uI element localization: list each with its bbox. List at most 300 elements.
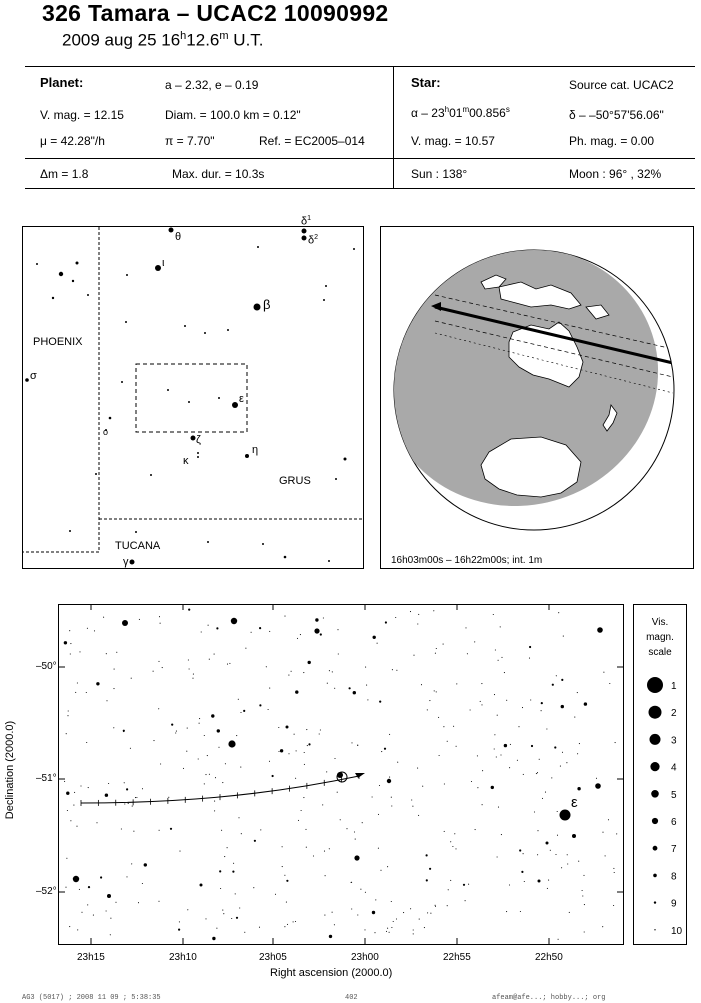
field-star <box>389 932 390 933</box>
field-star <box>170 828 172 830</box>
field-star <box>76 826 77 827</box>
field-star <box>477 755 478 756</box>
planet-vmag: V. mag. = 12.15 <box>40 108 124 122</box>
field-star <box>422 786 423 787</box>
field-star <box>454 833 455 834</box>
event-datetime: 2009 aug 25 16$^h$12.6$^m$ U.T. <box>62 30 264 50</box>
field-star <box>162 667 163 668</box>
field-star <box>239 907 240 908</box>
field-star <box>231 918 232 919</box>
field-star <box>211 714 214 717</box>
field-star <box>215 777 216 778</box>
field-star <box>435 653 436 654</box>
field-star <box>346 828 347 829</box>
field-star <box>286 880 288 882</box>
finder-stars <box>25 228 355 565</box>
field-star <box>577 753 578 754</box>
field-star <box>387 866 388 867</box>
field-star <box>128 803 129 804</box>
field-star <box>241 833 242 834</box>
field-star <box>300 634 301 635</box>
field-star <box>596 778 597 779</box>
field-star <box>73 805 74 806</box>
field-star <box>106 910 107 911</box>
field-star <box>519 849 521 851</box>
field-star <box>435 905 436 906</box>
field-star <box>232 871 234 873</box>
legend-label-4: 4 <box>671 762 677 774</box>
field-star <box>142 883 143 884</box>
field-star <box>227 664 228 665</box>
field-star <box>523 774 524 775</box>
field-star <box>608 819 609 820</box>
field-star <box>68 710 69 711</box>
field-star <box>266 666 267 667</box>
field-star <box>124 782 125 783</box>
field-star <box>96 682 99 685</box>
field-star <box>551 777 552 778</box>
bright-star <box>314 628 319 633</box>
star-dec: δ – –50°57'56.06" <box>569 108 664 122</box>
field-star <box>366 685 367 686</box>
field-star <box>106 653 107 654</box>
field-star <box>372 911 375 914</box>
field-star <box>546 728 547 729</box>
field-star <box>522 707 523 708</box>
field-star <box>130 748 131 749</box>
field-star <box>518 726 519 727</box>
field-star <box>77 929 78 930</box>
field-star <box>456 683 457 684</box>
field-star <box>212 937 215 940</box>
field-star <box>534 811 535 812</box>
field-star <box>126 788 128 790</box>
field-star <box>69 630 70 631</box>
field-star <box>498 807 499 808</box>
field-star <box>124 803 125 804</box>
field-star <box>379 701 381 703</box>
field-star <box>477 787 478 788</box>
field-star <box>113 688 114 689</box>
field-star <box>315 618 318 621</box>
constellation-tucana: TUCANA <box>115 540 161 552</box>
field-star <box>123 730 125 732</box>
field-star <box>284 875 285 876</box>
field-star <box>135 797 136 798</box>
legend-title: Vis. magn. scale <box>646 617 674 658</box>
field-star <box>403 912 404 913</box>
field-star <box>602 926 603 927</box>
field-star <box>253 887 254 888</box>
field-star <box>334 688 335 689</box>
field-star <box>209 774 210 775</box>
field-star <box>438 717 439 718</box>
star-zeta <box>191 436 196 441</box>
field-star <box>168 797 169 798</box>
bright-star <box>572 834 576 838</box>
field-star <box>222 910 223 911</box>
y-axis-label: Declination (2000.0) <box>4 720 16 820</box>
field-star <box>616 833 617 834</box>
field-star <box>326 771 327 772</box>
legend-label-8: 8 <box>671 871 677 883</box>
planet-heading: Planet: <box>40 75 84 90</box>
field-star <box>439 755 440 756</box>
field-star <box>557 811 558 812</box>
finder-chart-canvas <box>23 227 363 568</box>
field-star <box>465 900 466 901</box>
field-star <box>198 758 199 759</box>
header-bottom-rule <box>25 188 695 189</box>
field-star <box>375 899 376 900</box>
field-star <box>303 797 304 798</box>
bright-star <box>228 740 235 747</box>
field-star <box>306 729 307 730</box>
field-star <box>448 889 449 890</box>
field-star <box>561 679 563 681</box>
field-star <box>603 672 604 673</box>
field-star <box>560 766 561 767</box>
field-star <box>365 667 366 668</box>
field-star <box>377 643 378 644</box>
xtick-2255: 22h55 <box>443 952 471 963</box>
field-star <box>391 927 392 928</box>
field-star <box>584 904 585 905</box>
star-delta1 <box>302 229 307 234</box>
field-star <box>427 912 428 913</box>
field-star <box>480 701 481 702</box>
field-star <box>380 870 381 871</box>
field-star <box>313 855 314 856</box>
field-star <box>468 884 469 885</box>
field-star <box>506 700 507 701</box>
field-star <box>259 627 261 629</box>
star-theta <box>169 228 174 233</box>
field-star <box>244 932 245 933</box>
field-star <box>205 774 206 775</box>
field-star <box>322 804 323 805</box>
field-star <box>306 847 307 848</box>
field-star <box>159 616 160 617</box>
xtick-2250: 22h50 <box>535 952 563 963</box>
legend-label-10: 10 <box>671 925 683 937</box>
field-star <box>131 678 132 679</box>
field-star <box>224 856 225 857</box>
magnitude-legend <box>633 604 687 945</box>
xtick-2300: 23h00 <box>351 952 379 963</box>
field-star <box>504 672 505 673</box>
field-star <box>334 924 335 925</box>
field-star <box>351 908 352 909</box>
field-star <box>338 653 339 654</box>
field-star <box>96 822 97 823</box>
label-eta: η <box>252 444 259 456</box>
legend-label-1: 1 <box>671 681 677 692</box>
field-star <box>357 745 358 746</box>
field-star <box>436 691 437 692</box>
field-star <box>319 733 320 734</box>
field-star <box>66 858 67 859</box>
field-star <box>417 623 418 624</box>
field-star <box>304 752 305 753</box>
field-star <box>240 712 241 713</box>
field-star <box>229 663 230 664</box>
field-star <box>301 810 302 811</box>
field-star <box>452 846 453 847</box>
field-star <box>204 735 205 736</box>
field-star <box>539 759 540 760</box>
delta-magnitude: Δm = 1.8 <box>40 167 89 181</box>
bright-star <box>597 627 603 633</box>
label-beta: β <box>263 297 271 312</box>
field-star <box>529 646 531 648</box>
field-star <box>291 671 292 672</box>
field-star <box>391 805 392 806</box>
field-star <box>186 751 187 752</box>
planet-parallax: π = 7.70" <box>165 134 215 148</box>
label-kappa: κ <box>183 455 189 467</box>
field-star <box>160 763 161 764</box>
field-star <box>582 890 583 891</box>
field-star <box>351 742 352 743</box>
field-star <box>517 760 518 761</box>
field-star <box>225 763 226 764</box>
field-star <box>412 806 413 807</box>
field-star <box>579 743 580 744</box>
field-star <box>216 627 218 629</box>
field-star <box>138 902 139 903</box>
field-star <box>88 787 89 788</box>
field-star <box>372 796 373 797</box>
finder-greek-labels <box>30 231 270 568</box>
field-star <box>217 729 220 732</box>
bright-star <box>538 880 541 883</box>
legend-label-6: 6 <box>671 817 677 828</box>
field-star <box>481 683 482 684</box>
field-star <box>67 715 68 716</box>
field-star <box>417 768 418 769</box>
field-star <box>374 932 375 933</box>
field-star <box>337 629 338 630</box>
field-star <box>272 775 274 777</box>
label-epsilon: ε <box>239 393 244 405</box>
star-heading: Star: <box>411 75 441 90</box>
bright-star <box>354 855 359 860</box>
field-star <box>81 912 82 913</box>
field-star <box>541 702 543 704</box>
field-star <box>491 786 494 789</box>
legend-dot-3 <box>650 734 661 745</box>
field-star <box>379 785 380 786</box>
globe-panel <box>380 226 694 569</box>
star-chart <box>58 604 624 945</box>
finder-chart <box>22 215 364 569</box>
field-star <box>208 625 209 626</box>
field-star <box>221 830 222 831</box>
field-star <box>153 740 154 741</box>
field-star <box>494 734 495 735</box>
field-star <box>465 627 466 628</box>
bright-star <box>546 842 549 845</box>
field-star <box>329 670 330 671</box>
x-axis-label: Right ascension (2000.0) <box>270 967 393 979</box>
header-divider <box>393 66 394 188</box>
label-delta1-group: $\delta^1$ <box>301 215 312 228</box>
field-star <box>497 856 498 857</box>
legend-label-3: 3 <box>671 735 677 747</box>
field-star <box>236 917 238 919</box>
field-star <box>385 621 387 623</box>
planet-reference: Ref. = EC2005–014 <box>259 134 365 148</box>
field-star <box>494 694 495 695</box>
field-star <box>286 902 287 903</box>
field-star <box>357 914 358 915</box>
field-star <box>443 726 444 727</box>
field-star <box>275 894 276 895</box>
planet-motion: μ = 42.28"/h <box>40 134 105 148</box>
field-star <box>365 892 366 893</box>
field-star <box>410 611 411 612</box>
field-star <box>411 799 412 800</box>
field-star <box>214 801 215 802</box>
target-star <box>337 772 343 778</box>
field-star <box>171 724 173 726</box>
field-star <box>386 931 387 932</box>
field-star <box>545 792 546 793</box>
field-star <box>327 683 328 684</box>
field-star <box>158 708 159 709</box>
field-star <box>245 648 246 649</box>
field-star <box>110 934 111 935</box>
field-star <box>566 762 567 763</box>
bright-star <box>107 894 111 898</box>
field-star <box>421 684 422 685</box>
field-star <box>66 792 69 795</box>
field-star <box>563 636 564 637</box>
field-star <box>70 820 71 821</box>
field-star <box>482 804 483 805</box>
moon-info: Moon : 96° , 32% <box>569 167 662 181</box>
bright-star <box>73 876 79 882</box>
field-star <box>238 817 239 818</box>
field-star <box>227 847 228 848</box>
field-star <box>308 743 310 745</box>
field-star <box>269 631 270 632</box>
constellation-grus: GRUS <box>279 475 311 487</box>
field-star <box>529 658 530 659</box>
label-omicron: ο <box>103 427 109 437</box>
star-phmag: Ph. mag. = 0.00 <box>569 134 655 148</box>
field-star <box>199 718 200 719</box>
planet-orbit: a – 2.32, e – 0.19 <box>165 78 259 92</box>
field-star <box>86 692 87 693</box>
field-star <box>362 822 363 823</box>
star-ra: α – 23$^h$01$^m$00.856$^s$ <box>411 105 510 120</box>
field-star <box>288 753 289 754</box>
field-star <box>260 829 261 830</box>
field-star <box>418 815 419 816</box>
field-star <box>243 710 245 712</box>
field-star <box>303 672 304 673</box>
field-star <box>447 741 448 742</box>
field-star <box>495 649 496 650</box>
field-star <box>284 616 285 617</box>
field-star <box>131 863 132 864</box>
field-star <box>547 888 548 889</box>
star-epsilon <box>232 402 238 408</box>
field-star <box>501 657 502 658</box>
field-star <box>93 915 94 916</box>
label-gamma: γ <box>123 556 129 568</box>
field-star <box>222 782 223 783</box>
field-star <box>482 770 483 771</box>
field-star <box>80 785 81 786</box>
field-star <box>332 912 333 913</box>
field-star <box>192 678 193 679</box>
field-star <box>77 682 78 683</box>
field-star <box>204 783 205 784</box>
legend-label-2: 2 <box>671 708 677 720</box>
field-star <box>110 918 111 919</box>
field-star <box>378 814 379 815</box>
field-star <box>305 829 306 830</box>
xtick-2310: 23h10 <box>169 952 197 963</box>
field-star <box>396 918 397 919</box>
field-star <box>64 641 67 644</box>
header-mid-rule <box>25 158 695 159</box>
bright-star <box>286 726 289 729</box>
field-star <box>324 851 325 852</box>
field-star <box>541 710 542 711</box>
field-star <box>142 788 143 789</box>
legend-symbols <box>634 605 686 944</box>
field-star <box>94 630 95 631</box>
field-star <box>605 855 606 856</box>
field-star <box>561 867 562 868</box>
path-arrowhead <box>355 773 365 778</box>
field-star <box>506 911 507 912</box>
field-star <box>530 699 531 700</box>
field-star <box>509 767 510 768</box>
field-star <box>340 819 341 820</box>
field-star <box>278 727 279 728</box>
field-star <box>304 764 305 765</box>
star-chart-canvas <box>59 605 623 944</box>
field-star <box>355 839 356 840</box>
field-star <box>121 828 122 829</box>
field-star <box>430 913 431 914</box>
field-star <box>555 854 556 855</box>
star-beta <box>254 304 261 311</box>
field-star <box>88 886 90 888</box>
field-star <box>584 702 587 705</box>
field-star <box>220 888 221 889</box>
field-star <box>269 761 270 762</box>
field-star <box>320 729 321 730</box>
legend-dot-4 <box>650 762 659 771</box>
field-star <box>218 747 219 748</box>
field-star <box>278 751 279 752</box>
field-star <box>201 631 202 632</box>
field-star <box>378 848 379 849</box>
legend-dot-6 <box>652 818 658 824</box>
field-star <box>429 700 430 701</box>
legend-label-5: 5 <box>671 789 677 801</box>
field-star <box>397 762 398 763</box>
label-sigma: σ <box>30 370 37 382</box>
bright-star <box>387 779 391 783</box>
field-star <box>524 881 525 882</box>
